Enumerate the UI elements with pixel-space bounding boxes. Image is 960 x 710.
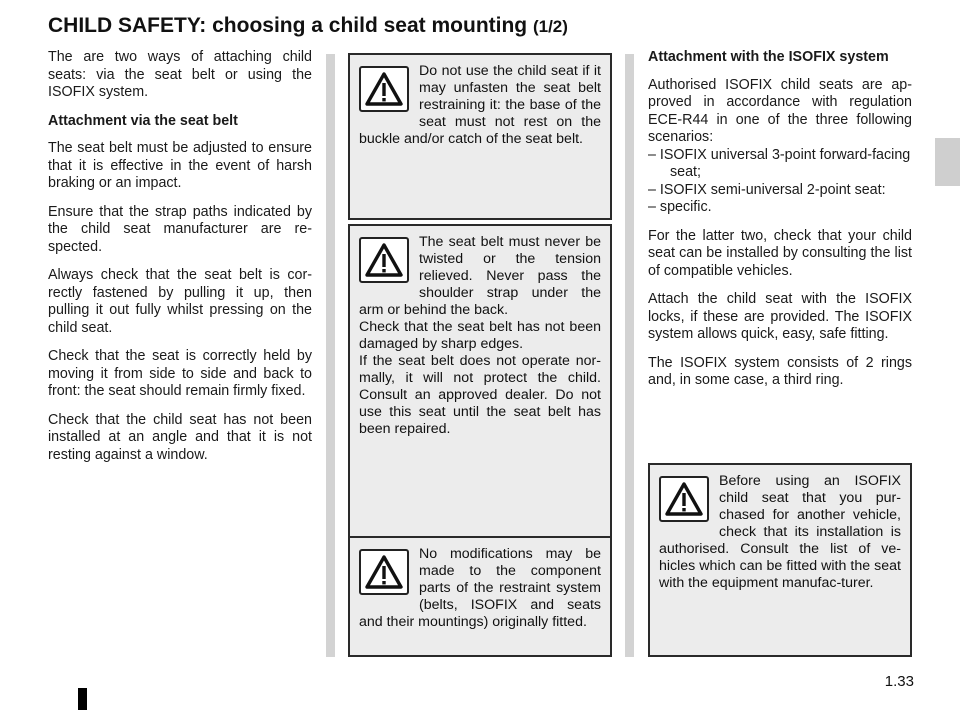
column-divider: [326, 54, 335, 657]
right-intro: Authorised ISOFIX child seats are ap-proved in accordance with regulation ECE-R44 in one of the three following scenarios:: [648, 76, 912, 145]
page-title: [48, 14, 568, 38]
right-paragraph: Attach the child seat with the ISOFIX locks, if these are provided. The ISOFIX system allows quick, easy, safe fitting.: [648, 291, 912, 342]
page-title-main: CHILD SAFETY: choosing a child seat mounting: [48, 14, 533, 37]
warning-triangle-icon: [359, 237, 409, 283]
left-paragraph: The seat belt must be adjusted to ensure that it is effective in the event of harsh braking or an impact.: [48, 140, 312, 191]
section-tab-marker: [935, 138, 960, 186]
column-divider: [625, 54, 634, 657]
right-heading: Attachment with the ISOFIX system: [648, 49, 889, 65]
left-intro: The are two ways of attaching child seats: via the seat belt or using the ISOFIX system.: [48, 49, 312, 100]
left-paragraph: Always check that the seat belt is cor-rectly fastened by pulling it up, then pulling it out fully whilst pressing on the child seat.: [48, 267, 312, 336]
warning-triangle-icon: [359, 66, 409, 112]
warning-text: If the seat belt does not operate nor-mally, it will not protect the child. Consult an approved dealer. Do not use this seat until the seat belt has been repaired.: [359, 353, 601, 437]
right-column: [648, 49, 912, 401]
left-heading: Attachment via the seat belt: [48, 112, 238, 129]
warning-triangle-icon: [359, 549, 409, 595]
warning-triangle-icon: [659, 476, 709, 522]
left-paragraph: Check that the child seat has not been installed at an angle and that it is not resting against a window.: [48, 411, 312, 463]
warning-text: Check that the seat belt has not been damaged by sharp edges.: [359, 319, 601, 352]
warning-box-no-modifications: [348, 536, 612, 657]
list-item: – ISOFIX semi-universal 2-point seat:: [648, 181, 886, 198]
warning-text: Before using an ISOFIX child seat that you pur-chased for another vehicle, check that its installation is authorised. Consult the list of ve-hicles which can be fitted with the seat with the equipment manufac-turer.: [659, 473, 901, 591]
left-paragraph: Ensure that the strap paths indicated by the child seat manufacturer are re-spected.: [48, 203, 312, 255]
warning-text: No modifications may be made to the component parts of the restraint system (belts, ISOFIX and seats and their mountings) originally fitted.: [359, 546, 601, 630]
right-paragraph: For the latter two, check that your child seat can be installed by consulting the list of compatible vehicles.: [648, 227, 912, 279]
corner-mark: [78, 688, 87, 710]
warning-box-belt-condition: [348, 224, 612, 538]
warning-text: The seat belt must never be twisted or the tension relieved. Never pass the shoulder strap under the arm or behind the back.: [359, 234, 601, 318]
warning-box-seat-base: [348, 53, 612, 220]
left-paragraph: Check that the seat is correctly held by moving it from side to side and back to front: the seat should remain firmly fixed.: [48, 348, 312, 399]
list-item: – specific.: [648, 199, 712, 215]
list-item: – ISOFIX universal 3-point forward-facing seat;: [648, 146, 911, 180]
page-title-suffix: (1/2): [532, 17, 568, 36]
warning-box-isofix-compatibility: [648, 463, 912, 657]
warning-text: Do not use the child seat if it may unfasten the seat belt restraining it: the base of the seat must not rest on the buckle and/or catch of the seat belt.: [359, 63, 601, 147]
right-paragraph: The ISOFIX system consists of 2 rings and, in some case, a third ring.: [648, 354, 912, 388]
page-number: 1.33: [884, 673, 914, 690]
left-column: [48, 49, 312, 475]
